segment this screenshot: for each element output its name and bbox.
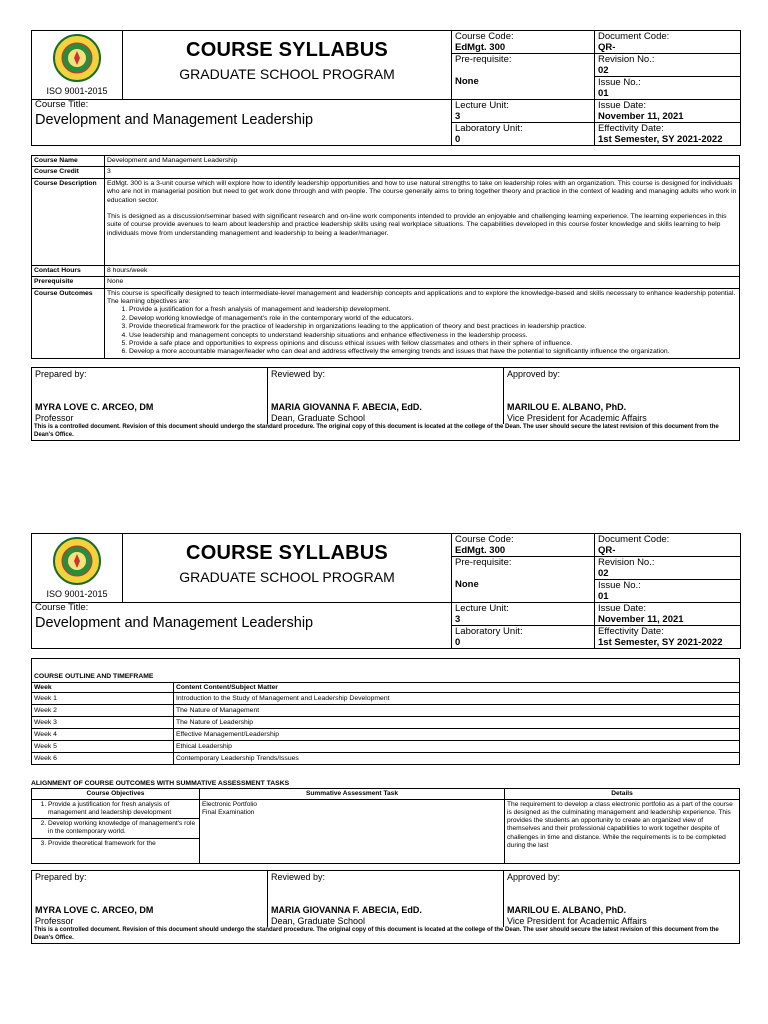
week-cell: Week 2 (32, 704, 174, 716)
credit-label: Course Credit (32, 167, 105, 178)
course-outline-table (31, 658, 740, 765)
course-syllabus-title: COURSE SYLLABUS (186, 542, 388, 564)
reviewed-title: Dean, Graduate School (271, 412, 366, 423)
task-item: Final Examination (202, 808, 255, 816)
issue-date-label: Issue Date: (598, 100, 647, 111)
outline-content-header: Content Content/Subject Matter (174, 682, 740, 692)
reviewed-name: MARIA GIOVANNA F. ABECIA, EdD. (271, 905, 422, 916)
table-row (32, 752, 740, 764)
doc-code-value: QR- (598, 545, 616, 556)
course-title-label: Course Title: (35, 602, 89, 613)
controlled-document-footer: This is a controlled document. Revision of this document should undergo the standard procedure. The original copy of this document is located at the college of the Dean. The user should secure the latest revision of this document from the Dean's Office. (31, 927, 740, 944)
lab-label: Laboratory Unit: (455, 626, 523, 637)
approved-label: Approved by: (507, 871, 561, 882)
objective-item: 3. Provide theoretical framework for the (48, 840, 197, 848)
doc-code-label: Document Code: (598, 534, 670, 545)
outcome-item: 4. Use leadership and management concepts to understand leadership situations and enhance effectiveness in the leadership process. (129, 332, 737, 340)
details-cell: The requirement to develop a class electronic portfolio as a part of the course is designed as the culminating management and leadership experience. This provides the students an opportunity to create an organized view of themselves and their professional capabilities to work together despite of challenges in time and distance. While the requirements is to be completed during the last (505, 799, 740, 863)
reviewed-title: Dean, Graduate School (271, 915, 366, 926)
objectives-header: Course Objectives (32, 788, 200, 799)
revision-value: 02 (598, 568, 609, 579)
approved-title: Vice President for Academic Affairs (507, 915, 647, 926)
header-table (31, 533, 741, 649)
lab-label: Laboratory Unit: (455, 123, 523, 134)
credit-value: 3 (105, 167, 740, 178)
description-paragraph-2: This is designed as a discussion/seminar based with significant research and on-line work components intended to provide an enjoyable and challenging learning experience. The learning experiences in this suite of course provide avenues to learn about leadership and practice leadership skills using real workplace situations. The capabilities developed in this course foster knowledge and skills learning to help individuals move from understanding management and leadership to being a leader/manager. (107, 213, 727, 237)
approved-name: MARILOU E. ALBANO, PhD. (507, 402, 627, 413)
logo-cell (32, 31, 123, 100)
revision-value: 02 (598, 65, 609, 76)
description-paragraph-1: EdMgt. 300 is a 3-unit course which will explore how to identify leadership opportunities and how to use natural strengths to take on leadership roles with an organization. This course is designed for individuals who are not in managerial position but need to get work done through and with people. The course generally aims to bring together theory and practice in the context of leading and managing adults who work in education sector. (107, 179, 737, 204)
program-subtitle: GRADUATE SCHOOL PROGRAM (179, 569, 395, 585)
table-row (32, 728, 740, 740)
task-item: Electronic Portfolio (202, 800, 257, 808)
outcome-item: 1. Provide a justification for a fresh analysis of management and leadership development. (129, 306, 737, 314)
outline-spacer (32, 659, 740, 671)
content-cell: Effective Management/Leadership (174, 728, 740, 740)
issue-date-label: Issue Date: (598, 603, 647, 614)
outcome-item: 5. Provide a safe place and opportunities to express opinions and discuss ethical issues with fellow classmates and others in their sphere of influence. (129, 340, 737, 348)
table-row (32, 704, 740, 716)
course-code-value: EdMgt. 300 (455, 42, 506, 53)
college-seal-logo (52, 33, 102, 83)
prepared-title: Professor (35, 915, 74, 926)
week-cell: Week 5 (32, 740, 174, 752)
effectivity-value: 1st Semester, SY 2021-2022 (598, 637, 723, 648)
course-details-table (31, 155, 740, 359)
college-seal-logo (52, 536, 102, 586)
issue-date-value: November 11, 2021 (598, 614, 684, 625)
outcomes-intro: This course is specifically designed to teach intermediate-level management and leadership concepts and applications and to explore the knowledge-based and skills necessary to enhance leadership potential. The learning objectives are: (107, 289, 736, 306)
content-cell: Introduction to the Study of Management and Leadership Development (174, 692, 740, 704)
course-syllabus-title: COURSE SYLLABUS (186, 39, 388, 61)
contact-hours-label: Contact Hours (32, 265, 105, 276)
outcomes-list (107, 306, 737, 356)
prereq-value: None (455, 76, 479, 87)
course-title-value: Development and Management Leadership (35, 615, 314, 631)
course-code-label: Course Code: (455, 534, 514, 545)
outcome-item: 2. Develop working knowledge of management's role in the contemporary world of the educators. (129, 315, 737, 323)
prerequisite-value: None (105, 277, 740, 288)
doc-code-label: Document Code: (598, 31, 670, 42)
controlled-document-footer: This is a controlled document. Revision of this document should undergo the standard procedure. The original copy of this document is located at the college of the Dean. The user should secure the latest revision of this document from the Dean's Office. (31, 424, 740, 441)
issue-no-value: 01 (598, 591, 609, 602)
outline-week-header: Week (32, 682, 174, 692)
content-cell: Contemporary Leadership Trends/Issues (174, 752, 740, 764)
title-cell (123, 31, 452, 100)
lecture-label: Lecture Unit: (455, 100, 509, 111)
signature-table (31, 870, 740, 928)
prepared-label: Prepared by: (35, 368, 87, 379)
revision-label: Revision No.: (598, 54, 655, 65)
outcome-item: 6. Develop a more accountable manager/leader who can deal and address effectively the emerging trends and issues that have the potential to significantly influence the organization. (129, 348, 737, 356)
header-table (31, 30, 741, 146)
contact-hours-value: 8 hours/week (105, 265, 740, 276)
outcomes-label: Course Outcomes (32, 288, 105, 358)
effectivity-value: 1st Semester, SY 2021-2022 (598, 134, 723, 145)
objectives-cell (32, 799, 200, 863)
revision-label: Revision No.: (598, 557, 655, 568)
syllabus-page-1 (31, 30, 740, 441)
doc-code-value: QR- (598, 42, 616, 53)
issue-no-value: 01 (598, 88, 609, 99)
lecture-value: 3 (455, 111, 461, 122)
effectivity-label: Effectivity Date: (598, 123, 664, 134)
issue-no-label: Issue No.: (598, 580, 641, 591)
course-code-label: Course Code: (455, 31, 514, 42)
week-cell: Week 1 (32, 692, 174, 704)
week-cell: Week 3 (32, 716, 174, 728)
course-title-value: Development and Management Leadership (35, 112, 314, 128)
content-cell: The Nature of Management (174, 704, 740, 716)
content-cell: Ethical Leadership (174, 740, 740, 752)
issue-no-label: Issue No.: (598, 77, 641, 88)
outcome-item: 3. Provide theoretical framework for the practice of leadership in organizations leading to the application of theory and best practices in leadership practice. (129, 323, 737, 331)
reviewed-label: Reviewed by: (271, 368, 326, 379)
outcomes-value (105, 288, 740, 358)
lecture-value: 3 (455, 614, 461, 625)
iso-label: ISO 9001-2015 (46, 589, 108, 599)
details-header: Details (505, 788, 740, 799)
week-cell: Week 4 (32, 728, 174, 740)
objective-item: 2. Develop working knowledge of management's role in the contemporary world. (48, 820, 197, 836)
task-header: Summative Assessment Task (200, 788, 505, 799)
reviewed-label: Reviewed by: (271, 871, 326, 882)
description-label: Course Description (32, 178, 105, 265)
content-cell: The Nature of Leadership (174, 716, 740, 728)
prereq-label: Pre-requisite: (455, 557, 512, 568)
lecture-label: Lecture Unit: (455, 603, 509, 614)
approved-label: Approved by: (507, 368, 561, 379)
syllabus-page-2 (31, 533, 740, 944)
alignment-table (31, 788, 740, 864)
signature-table (31, 367, 740, 425)
reviewed-name: MARIA GIOVANNA F. ABECIA, EdD. (271, 402, 422, 413)
prerequisite-label: Prerequisite (32, 277, 105, 288)
task-cell (200, 799, 505, 863)
prepared-title: Professor (35, 412, 74, 423)
title-cell (123, 534, 452, 603)
outline-section-title: COURSE OUTLINE AND TIMEFRAME (32, 671, 740, 683)
course-name-label: Course Name (32, 156, 105, 167)
issue-date-value: November 11, 2021 (598, 111, 684, 122)
logo-cell (32, 534, 123, 603)
objective-item: 1. Provide a justification for fresh analysis of management and leadership development (48, 801, 197, 817)
table-row (32, 740, 740, 752)
alignment-title: ALIGNMENT OF COURSE OUTCOMES WITH SUMMATIVE ASSESSMENT TASKS (31, 779, 290, 787)
prepared-label: Prepared by: (35, 871, 87, 882)
iso-label: ISO 9001-2015 (46, 86, 108, 96)
prepared-name: MYRA LOVE C. ARCEO, DM (35, 402, 154, 413)
course-code-value: EdMgt. 300 (455, 545, 506, 556)
lab-value: 0 (455, 637, 461, 648)
table-row (32, 692, 740, 704)
prereq-label: Pre-requisite: (455, 54, 512, 65)
program-subtitle: GRADUATE SCHOOL PROGRAM (179, 66, 395, 82)
prereq-value: None (455, 579, 479, 590)
description-value (105, 178, 740, 265)
approved-title: Vice President for Academic Affairs (507, 412, 647, 423)
prepared-name: MYRA LOVE C. ARCEO, DM (35, 905, 154, 916)
approved-name: MARILOU E. ALBANO, PhD. (507, 905, 627, 916)
effectivity-label: Effectivity Date: (598, 626, 664, 637)
table-row (32, 716, 740, 728)
course-title-label: Course Title: (35, 99, 89, 110)
lab-value: 0 (455, 134, 461, 145)
course-name-value: Development and Management Leadership (105, 156, 740, 167)
week-cell: Week 6 (32, 752, 174, 764)
